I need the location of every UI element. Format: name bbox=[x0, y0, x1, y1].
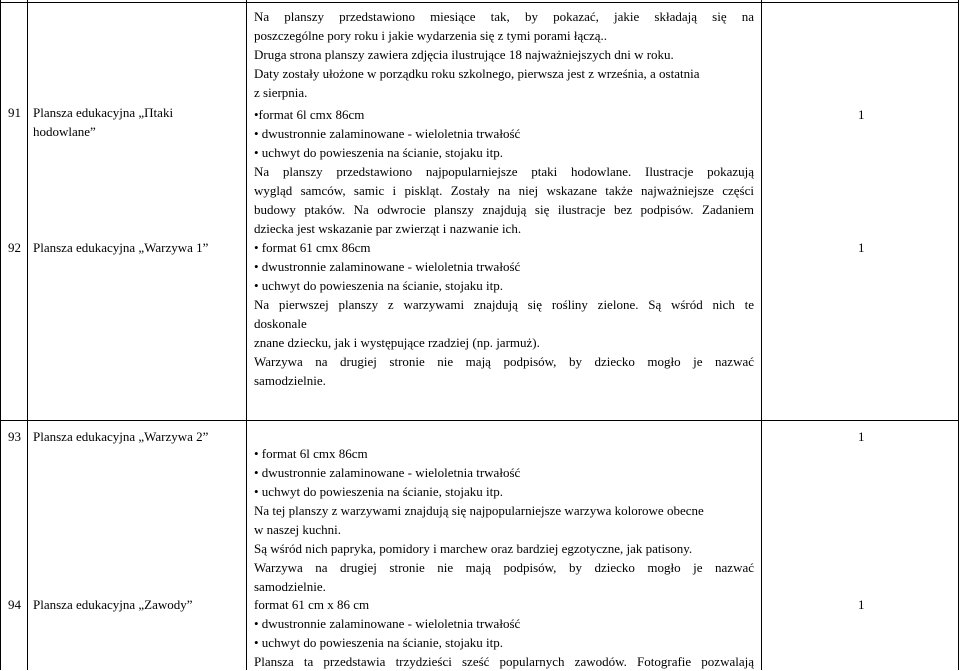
description-line: w naszej kuchni. bbox=[254, 522, 342, 537]
description-line: Na planszy przedstawiono miesiące tak, by pokazać, jakie składają się na bbox=[254, 9, 754, 24]
item-description bbox=[254, 595, 754, 671]
item-description bbox=[254, 105, 754, 238]
description-line: Warzywa na drugiej stronie nie mają podpisów, by dziecko mogło je nazwać bbox=[254, 354, 754, 369]
item-description bbox=[254, 238, 754, 390]
item-name: Plansza edukacyjna „Zawody” bbox=[33, 597, 193, 612]
description-line: doskonale bbox=[254, 316, 307, 331]
column-divider-description bbox=[761, 0, 762, 670]
description-line: dziecka jest wskazanie par zwierząt i nazwanie ich. bbox=[254, 221, 522, 236]
description-line: • dwustronnie zalaminowane - wieloletnia trwałość bbox=[254, 465, 521, 480]
description-line: • uchwyt do powieszenia na ścianie, stojaku itp. bbox=[254, 635, 503, 650]
table-border-right bbox=[958, 0, 959, 670]
table-border-left bbox=[0, 0, 1, 670]
item-quantity: 1 bbox=[858, 429, 865, 444]
description-line: • uchwyt do powieszenia na ścianie, stojaku itp. bbox=[254, 278, 503, 293]
description-line: Druga strona planszy zawiera zdjęcia ilustrujące 18 najważniejszych dni w roku. bbox=[254, 47, 674, 62]
description-line: • dwustronnie zalaminowane - wieloletnia trwałość bbox=[254, 126, 521, 141]
description-line: Daty zostały ułożone w porządku roku szkolnego, pierwsza jest z września, a ostatnia bbox=[254, 66, 700, 81]
description-line: • uchwyt do powieszenia na ścianie, stojaku itp. bbox=[254, 484, 503, 499]
description-line: Warzywa na drugiej stronie nie mają podpisów, by dziecko mogło je nazwać bbox=[254, 560, 754, 575]
description-line: budowy ptaków. Na odwrocie planszy znajdują się ilustracje bez podpisów. Zadaniem bbox=[254, 202, 754, 217]
description-line: Plansza ta przedstawia trzydzieści sześć popularnych zawodów. Fotografie pozwalają bbox=[254, 654, 754, 669]
item-quantity: 1 bbox=[858, 240, 865, 255]
description-line: poszczególne pory roku i jakie wydarzenia się z tymi porami łączą.. bbox=[254, 28, 608, 43]
description-line: z sierpnia. bbox=[254, 85, 308, 100]
row-number: 92 bbox=[8, 240, 21, 255]
description-line: znane dziecku, jak i występujące rzadziej (np. jarmuż). bbox=[254, 335, 540, 350]
column-divider-number bbox=[27, 0, 28, 670]
item-name-line: hodowlane” bbox=[33, 124, 96, 139]
item-description bbox=[254, 444, 754, 596]
description-line: • dwustronnie zalaminowane - wieloletnia trwałość bbox=[254, 259, 521, 274]
description-line: format 61 cm x 86 cm bbox=[254, 597, 370, 612]
row-number: 91 bbox=[8, 105, 21, 120]
description-line: • format 61 cmx 86cm bbox=[254, 240, 371, 255]
item-quantity: 1 bbox=[858, 597, 865, 612]
row-number: 93 bbox=[8, 429, 21, 444]
description-line: Na pierwszej planszy z warzywami znajdują się rośliny zielone. Są wśród nich te bbox=[254, 297, 754, 312]
description-line: Na tej planszy z warzywami znajdują się najpopularniejsze warzywa kolorowe obecne bbox=[254, 503, 704, 518]
row-divider bbox=[0, 420, 959, 421]
row-number: 94 bbox=[8, 597, 21, 612]
description-line: • uchwyt do powieszenia na ścianie, stojaku itp. bbox=[254, 145, 503, 160]
item-name: Plansza edukacyjna „Warzywa 2” bbox=[33, 429, 209, 444]
row-description-continued bbox=[254, 7, 754, 102]
item-name bbox=[33, 103, 173, 141]
item-name-line: Plansza edukacyjna „Пtaki bbox=[33, 105, 174, 120]
description-line: •format 6l cmx 86cm bbox=[254, 107, 365, 122]
description-line: Są wśród nich papryka, pomidory i marchew oraz bardziej egzotyczne, jak patisony. bbox=[254, 541, 693, 556]
column-divider-name bbox=[246, 0, 247, 670]
row-divider bbox=[0, 2, 959, 3]
item-name: Plansza edukacyjna „Warzywa 1” bbox=[33, 240, 209, 255]
description-line: samodzielnie. bbox=[254, 579, 326, 594]
description-line: • format 6l cmx 86cm bbox=[254, 446, 368, 461]
item-quantity: 1 bbox=[858, 107, 865, 122]
description-line: Na planszy przedstawiono najpopularniejsze ptaki hodowlane. Ilustracje pokazują bbox=[254, 164, 754, 179]
description-line: wygląd samców, samic i piskląt. Zostały na niej wskazane także najważniejsze części bbox=[254, 183, 754, 198]
description-line: • dwustronnie zalaminowane - wieloletnia trwałość bbox=[254, 616, 521, 631]
description-line: samodzielnie. bbox=[254, 373, 326, 388]
